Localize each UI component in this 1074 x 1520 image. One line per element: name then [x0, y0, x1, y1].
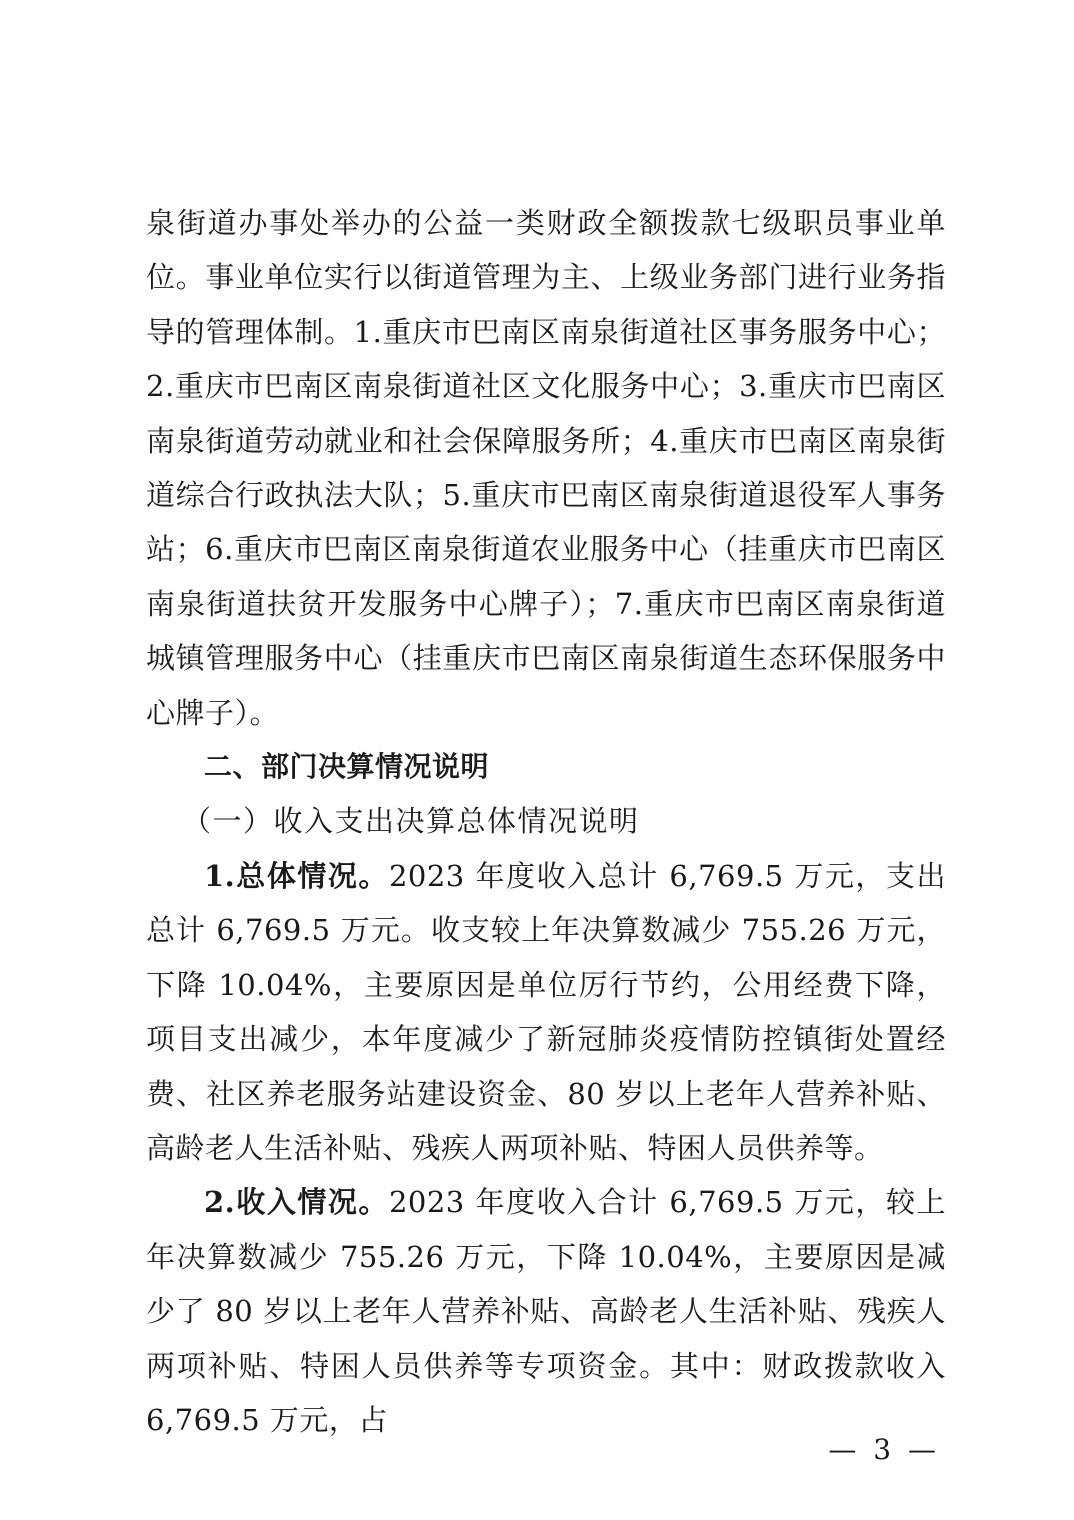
paragraph-overall-body: 2023 年度收入总计 6,769.5 万元，支出总计 6,769.5 万元。收支较上年决算数减少 755.26 万元，下降 10.04%，主要原因是单位厉行节约，公用经费下降，项目支出减少，本年度减少了新冠肺炎疫情防控镇街处置经费、社区养老服务站建设资金、80 岁以上老年人营养补贴、高龄老人生活补贴、残疾人两项补贴、特困人员供养等。 [146, 858, 946, 1165]
paragraph-overall-lead: 1.总体情况。 [204, 858, 389, 893]
section-heading: 二、部门决算情况说明 [204, 750, 490, 784]
subsection-heading: （一）收入支出决算总体情况说明 [182, 804, 640, 839]
paragraph-income-lead: 2.收入情况。 [204, 1185, 389, 1220]
page-number: — 3 — [828, 1433, 940, 1466]
paragraph-units-list: 泉街道办事处举办的公益一类财政全额拨款七级职员事业单位。事业单位实行以街道管理为主、上级业务部门进行业务指导的管理体制。1.重庆市巴南区南泉街道社区事务服务中心；2.重庆市巴南区南泉街道社区文化服务中心；3.重庆市巴南区南泉街道劳动就业和社会保障服务所；4.重庆市巴南区南泉街道综合行政执法大队；5.重庆市巴南区南泉街道退役军人事务站；6.重庆市巴南区南泉街道农业服务中心（挂重庆市巴南区南泉街道扶贫开发服务中心牌子）；7.重庆市巴南区南泉街道城镇管理服务中心（挂重庆市巴南区南泉街道生态环保服务中心牌子）。 [146, 206, 946, 730]
document-body [146, 196, 946, 1447]
paragraph-income [146, 1175, 946, 1447]
paragraph-income-body: 2023 年度收入合计 6,769.5 万元，较上年决算数减少 755.26 万元，下降 10.04%，主要原因是减少了 80 岁以上老年人营养补贴、高龄老人生活补贴、残疾人两项补贴、特困人员供养等专项资金。其中：财政拨款收入 6,769.5 万元，占 [146, 1185, 946, 1437]
paragraph-overall [146, 849, 946, 1175]
